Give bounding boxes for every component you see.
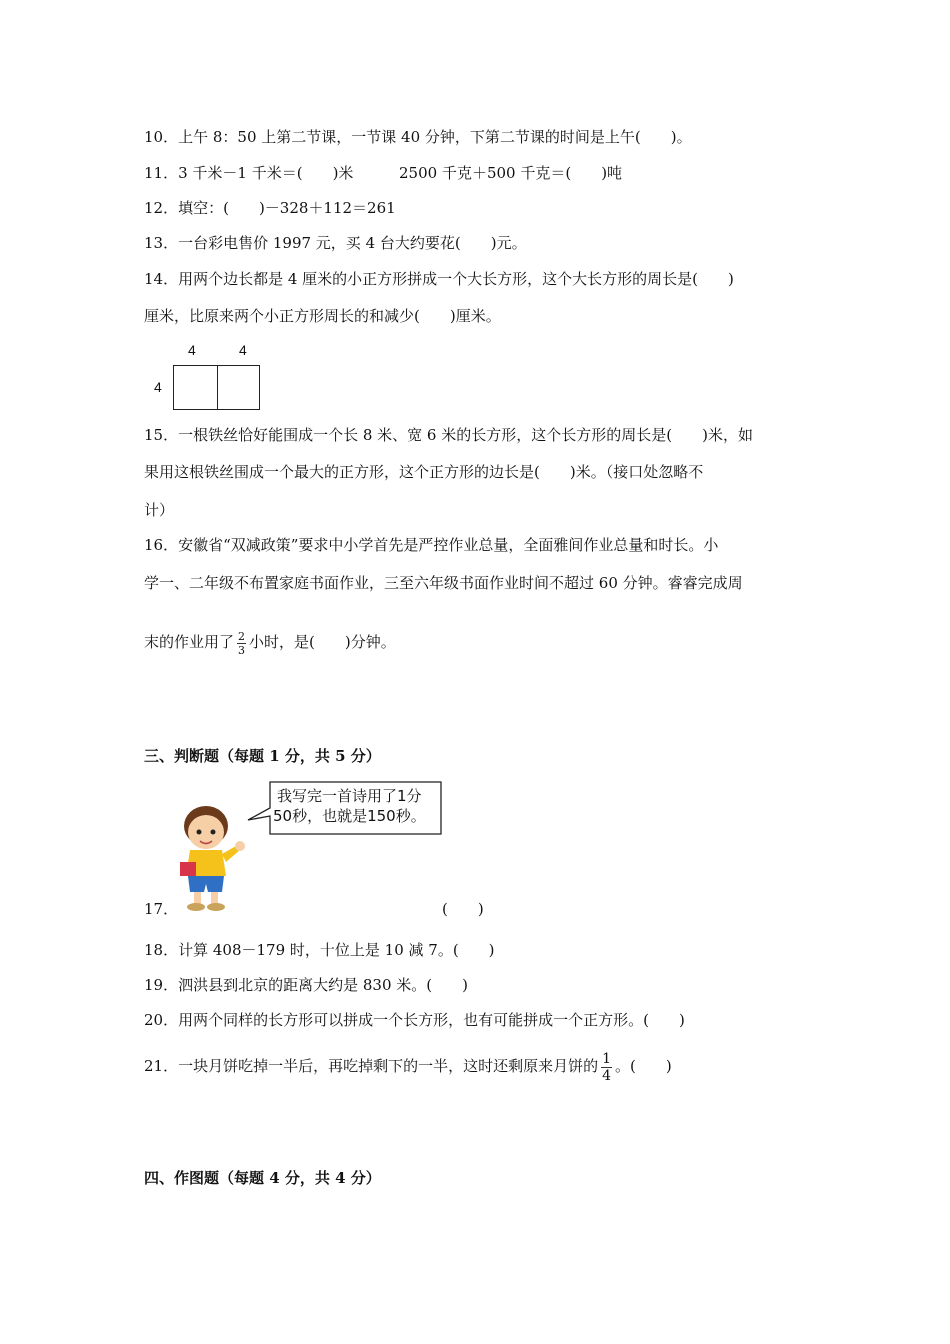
figure-square-right	[216, 365, 260, 410]
question-14-line-2: 厘米，比原来两个小正方形周长的和减少( )厘米。	[144, 307, 501, 325]
question-12: 12．填空：( )－328＋112＝261	[144, 199, 396, 217]
question-16-line-1: 16．安徽省“双减政策”要求中小学首先是严控作业总量，全面雅间作业总量和时长。小	[144, 536, 719, 554]
question-17-answer-blank: ( )	[442, 900, 484, 918]
question-16-line-2: 学一、二年级不布置家庭书面作业，三至六年级书面作业时间不超过 60 分钟。睿睿完成周	[144, 574, 743, 592]
speech-bubble-line-2: 50秒，也就是150秒。	[273, 807, 426, 825]
figure-top-label-2: 4	[239, 342, 247, 358]
figure-top-label-1: 4	[188, 342, 196, 358]
speech-bubble-line-1: 我写完一首诗用了1分	[277, 787, 422, 805]
question-11-part-b: 2500 千克＋500 千克＝( )吨	[399, 164, 623, 182]
question-21-text-before: 21．一块月饼吃掉一半后，再吃掉剩下的一半，这时还剩原来月饼的	[144, 1057, 599, 1075]
question-11-part-a: 11．3 千米－1 千米＝( )米	[144, 164, 354, 182]
figure-side-label: 4	[154, 379, 162, 395]
question-16-text-before: 末的作业用了	[144, 633, 235, 651]
question-18: 18．计算 408－179 时，十位上是 10 减 7。( )	[144, 941, 495, 959]
section-4-title: 四、作图题（每题 4 分，共 4 分）	[144, 1169, 381, 1187]
question-15-line-3: 计）	[144, 501, 175, 519]
question-21	[144, 1046, 672, 1086]
question-17-number: 17．	[144, 900, 179, 918]
question-14-figure	[148, 340, 268, 415]
figure-square-left	[173, 365, 218, 410]
question-19: 19．泗洪县到北京的距离大约是 830 米。( )	[144, 976, 468, 994]
fraction-two-thirds: $\frac{2}{3}$	[238, 629, 246, 657]
question-10: 10．上午 8：50 上第二节课，一节课 40 分钟，下第二节课的时间是上午( )。	[144, 128, 692, 146]
question-13: 13．一台彩电售价 1997 元，买 4 台大约要花( )元。	[144, 234, 527, 252]
question-16-text-after: 小时，是( )分钟。	[249, 633, 396, 651]
boy-illustration	[170, 800, 250, 915]
question-15-line-2: 果用这根铁丝围成一个最大的正方形，这个正方形的边长是( )米。（接口处忽略不	[144, 463, 704, 481]
question-14-line-1: 14．用两个边长都是 4 厘米的小正方形拼成一个大长方形，这个大长方形的周长是( )	[144, 270, 734, 288]
question-15-line-1: 15．一根铁丝恰好能围成一个长 8 米、宽 6 米的长方形，这个长方形的周长是( )米，如	[144, 426, 753, 444]
question-16-line-3	[144, 625, 396, 659]
question-21-text-after: 。( )	[615, 1057, 672, 1075]
section-3-title: 三、判断题（每题 1 分，共 5 分）	[144, 747, 381, 765]
fraction-one-quarter: $\frac{1}{4}$	[602, 1050, 612, 1084]
question-20: 20．用两个同样的长方形可以拼成一个长方形，也有可能拼成一个正方形。( )	[144, 1011, 685, 1029]
